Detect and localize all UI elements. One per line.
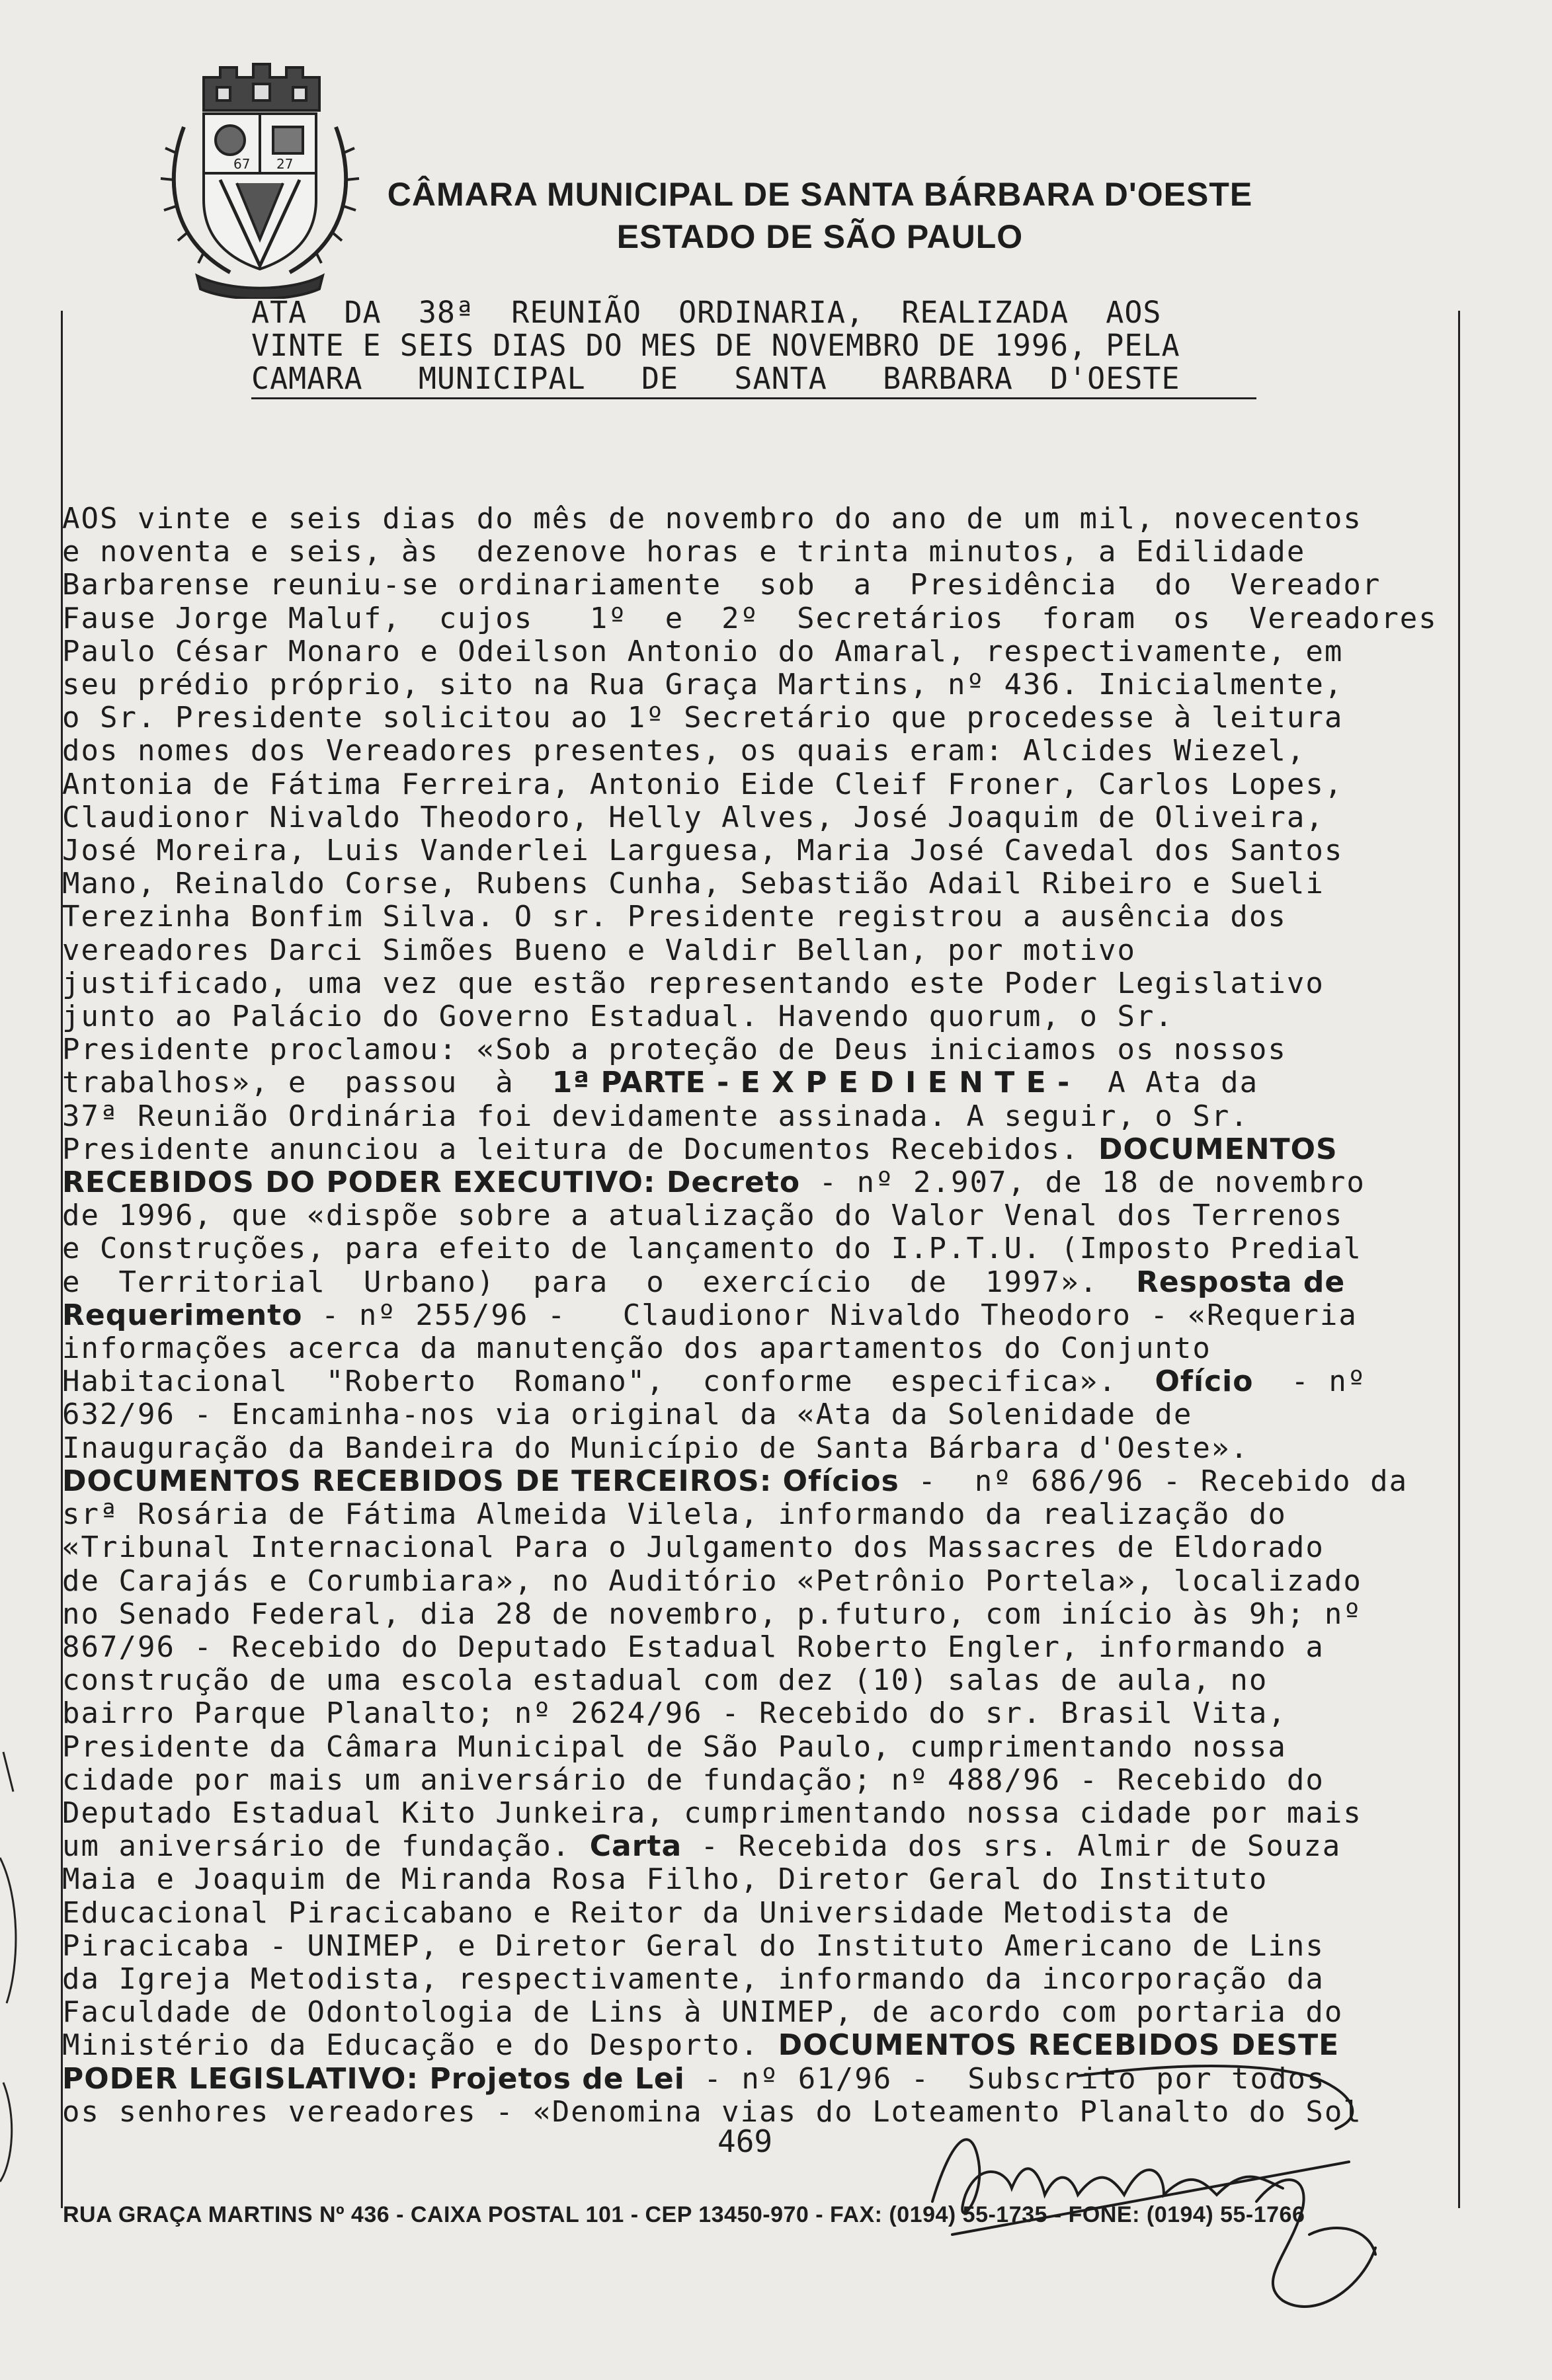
text-run: trabalhos», e passou à bbox=[62, 1066, 552, 1100]
page-number: 469 bbox=[717, 2123, 773, 2159]
text-run: - nº 2.907, de 18 de novembro bbox=[800, 1166, 1366, 1200]
body-line bbox=[62, 1166, 1457, 1199]
body-line: AOS vinte e seis dias do mês de novembro do ano de um mil, novecentos bbox=[62, 502, 1362, 536]
state-name: ESTADO DE SÃO PAULO bbox=[616, 218, 1024, 255]
body-line: e Construções, para efeito de lançamento do I.P.T.U. (Imposto Predial bbox=[62, 1232, 1362, 1266]
footer-address: RUA GRAÇA MARTINS Nº 436 - CAIXA POSTAL 101 - CEP 13450-970 - FAX: (0194) 55-1735 - FONE: (0194) 55-1766 bbox=[63, 2202, 1305, 2227]
body-line: Terezinha Bonfim Silva. O sr. Presidente registrou a ausência dos bbox=[62, 900, 1287, 934]
body-line: Piracicaba - UNIMEP, e Diretor Geral do Instituto Americano de Lins bbox=[62, 1928, 1325, 1963]
section-label: PODER LEGISLATIVO: Projetos de Lei bbox=[62, 2061, 685, 2096]
text-run: Presidente anunciou a leitura de Documentos Recebidos. bbox=[62, 1132, 1098, 1166]
minutes-body bbox=[62, 502, 1457, 2129]
section-label: RECEBIDOS DO PODER EXECUTIVO: Decreto bbox=[62, 1166, 801, 1200]
section-label: Carta bbox=[589, 1829, 682, 1864]
body-line: Faculdade de Odontologia de Lins à UNIMEP, de acordo com portaria do bbox=[62, 1995, 1344, 2030]
body-line: construção de uma escola estadual com dez (10) salas de aula, no bbox=[62, 1663, 1268, 1698]
text-run: - nº 61/96 - Subscrito por todos bbox=[684, 2061, 1326, 2096]
body-line: junto ao Palácio do Governo Estadual. Havendo quorum, o Sr. bbox=[62, 1000, 1174, 1034]
right-margin-rule bbox=[1458, 311, 1460, 2208]
body-line: no Senado Federal, dia 28 de novembro, p.futuro, com início às 9h; nº bbox=[62, 1597, 1362, 1631]
heading-line: CAMARA MUNICIPAL DE SANTA BARBARA D'OESTE bbox=[251, 361, 1180, 396]
section-label: DOCUMENTOS RECEBIDOS DE TERCEIROS: Ofícios bbox=[62, 1464, 899, 1498]
text-run: A Ata da bbox=[1070, 1066, 1259, 1100]
text-run: Ministério da Educação e do Desporto. bbox=[62, 2028, 778, 2063]
body-line: Inauguração da Bandeira do Município de Santa Bárbara d'Oeste». bbox=[62, 1431, 1249, 1465]
heading-line: VINTE E SEIS DIAS DO MES DE NOVEMBRO DE 1996, PELA bbox=[251, 328, 1180, 363]
text-run: - Recebida dos srs. Almir de Souza bbox=[682, 1829, 1342, 1864]
text-run: e Territorial Urbano) para o exercício de 1997». bbox=[62, 1265, 1136, 1299]
body-line: de 1996, que «dispõe sobre a atualização do Valor Venal dos Terrenos bbox=[62, 1199, 1344, 1233]
body-line: cidade por mais um aniversário de fundação; nº 488/96 - Recebido do bbox=[62, 1763, 1325, 1797]
body-line: 632/96 - Encaminha-nos via original da «Ata da Solenidade de bbox=[62, 1398, 1193, 1432]
margin-pen-marks bbox=[0, 1686, 40, 2188]
body-line: Barbarense reuniu-se ordinariamente sob a Presidência do Vereador bbox=[62, 568, 1381, 602]
body-line: o Sr. Presidente solicitou ao 1º Secretário que procedesse à leitura bbox=[62, 701, 1344, 735]
body-line bbox=[62, 1133, 1457, 1166]
handwritten-signature bbox=[913, 2036, 1428, 2347]
heading-underline bbox=[251, 397, 1256, 399]
body-line: Paulo César Monaro e Odeilson Antonio do Amaral, respectivamente, em bbox=[62, 634, 1344, 668]
minutes-heading bbox=[251, 296, 1256, 395]
body-line: 37ª Reunião Ordinária foi devidamente assinada. A seguir, o Sr. bbox=[62, 1099, 1249, 1133]
body-line bbox=[62, 1066, 1457, 1099]
parte-expediente-label: 1ª PARTE - E X P E D I E N T E - bbox=[551, 1066, 1071, 1100]
heading-line: ATA DA 38ª REUNIÃO ORDINARIA, REALIZADA AOS bbox=[251, 295, 1162, 330]
body-line: Educacional Piracicabano e Reitor da Universidade Metodista de bbox=[62, 1895, 1231, 1930]
body-line: justificado, uma vez que estão representando este Poder Legislativo bbox=[62, 966, 1325, 1000]
body-line bbox=[62, 1299, 1457, 1332]
body-line: informações acerca da manutenção dos apartamentos do Conjunto bbox=[62, 1331, 1211, 1366]
body-line: José Moreira, Luis Vanderlei Larguesa, Maria José Cavedal dos Santos bbox=[62, 834, 1344, 868]
section-label: Requerimento bbox=[62, 1298, 303, 1332]
text-run: Habitacional "Roberto Romano", conforme especifica». bbox=[62, 1365, 1155, 1399]
body-line: seu prédio próprio, sito na Rua Graça Martins, nº 436. Inicialmente, bbox=[62, 668, 1344, 702]
institution-header bbox=[370, 173, 1270, 258]
body-line: Antonia de Fátima Ferreira, Antonio Eide Cleif Froner, Carlos Lopes, bbox=[62, 767, 1344, 801]
body-line: Presidente proclamou: «Sob a proteção de Deus iniciamos os nossos bbox=[62, 1033, 1287, 1067]
crest-year-left: 67 bbox=[233, 156, 251, 172]
institution-name: CÂMARA MUNICIPAL DE SANTA BÁRBARA D'OESTE bbox=[387, 176, 1253, 213]
text-run: - nº 255/96 - Claudionor Nivaldo Theodoro - «Requeria bbox=[302, 1298, 1358, 1332]
section-label: DOCUMENTOS RECEBIDOS DESTE bbox=[778, 2028, 1340, 2063]
body-line: vereadores Darci Simões Bueno e Valdir Bellan, por motivo bbox=[62, 933, 1136, 967]
body-line: Presidente da Câmara Municipal de São Paulo, cumprimentando nossa bbox=[62, 1729, 1287, 1764]
municipal-crest bbox=[157, 48, 362, 299]
body-line: Deputado Estadual Kito Junkeira, cumprimentando nossa cidade por mais bbox=[62, 1796, 1362, 1830]
body-line: dos nomes dos Vereadores presentes, os quais eram: Alcides Wiezel, bbox=[62, 734, 1306, 768]
body-line bbox=[62, 1365, 1457, 1398]
crest-year-right: 27 bbox=[276, 156, 294, 172]
section-label: Resposta de bbox=[1135, 1265, 1346, 1299]
body-line bbox=[62, 1465, 1457, 1498]
body-line: Mano, Reinaldo Corse, Rubens Cunha, Sebastião Adail Ribeiro e Sueli bbox=[62, 867, 1325, 901]
body-line bbox=[62, 1266, 1457, 1299]
text-run: um aniversário de fundação. bbox=[62, 1829, 590, 1864]
text-run: - nº 686/96 - Recebido da bbox=[899, 1464, 1409, 1498]
text-run: - nº bbox=[1253, 1365, 1367, 1399]
body-line: da Igreja Metodista, respectivamente, informando da incorporação da bbox=[62, 1962, 1325, 1996]
body-line: bairro Parque Planalto; nº 2624/96 - Recebido do sr. Brasil Vita, bbox=[62, 1696, 1287, 1731]
body-line: Claudionor Nivaldo Theodoro, Helly Alves, José Joaquim de Oliveira, bbox=[62, 800, 1325, 834]
body-line: «Tribunal Internacional Para o Julgamento dos Massacres de Eldorado bbox=[62, 1530, 1325, 1565]
body-line: de Carajás e Corumbiara», no Auditório «Petrônio Portela», localizado bbox=[62, 1564, 1362, 1598]
body-line bbox=[62, 1830, 1457, 1863]
body-line: Maia e Joaquim de Miranda Rosa Filho, Diretor Geral do Instituto bbox=[62, 1862, 1268, 1897]
body-line: 867/96 - Recebido do Deputado Estadual Roberto Engler, informando a bbox=[62, 1630, 1325, 1664]
body-line: e noventa e seis, às dezenove horas e trinta minutos, a Edilidade bbox=[62, 535, 1306, 569]
body-line: Fause Jorge Maluf, cujos 1º e 2º Secretários foram os Vereadores bbox=[62, 601, 1438, 635]
section-label: Ofício bbox=[1155, 1365, 1254, 1399]
body-line: srª Rosária de Fátima Almeida Vilela, informando da realização do bbox=[62, 1497, 1287, 1532]
section-label: DOCUMENTOS bbox=[1098, 1132, 1338, 1166]
body-line: os senhores vereadores - «Denomina vias do Loteamento Planalto do Sol bbox=[62, 2094, 1362, 2129]
